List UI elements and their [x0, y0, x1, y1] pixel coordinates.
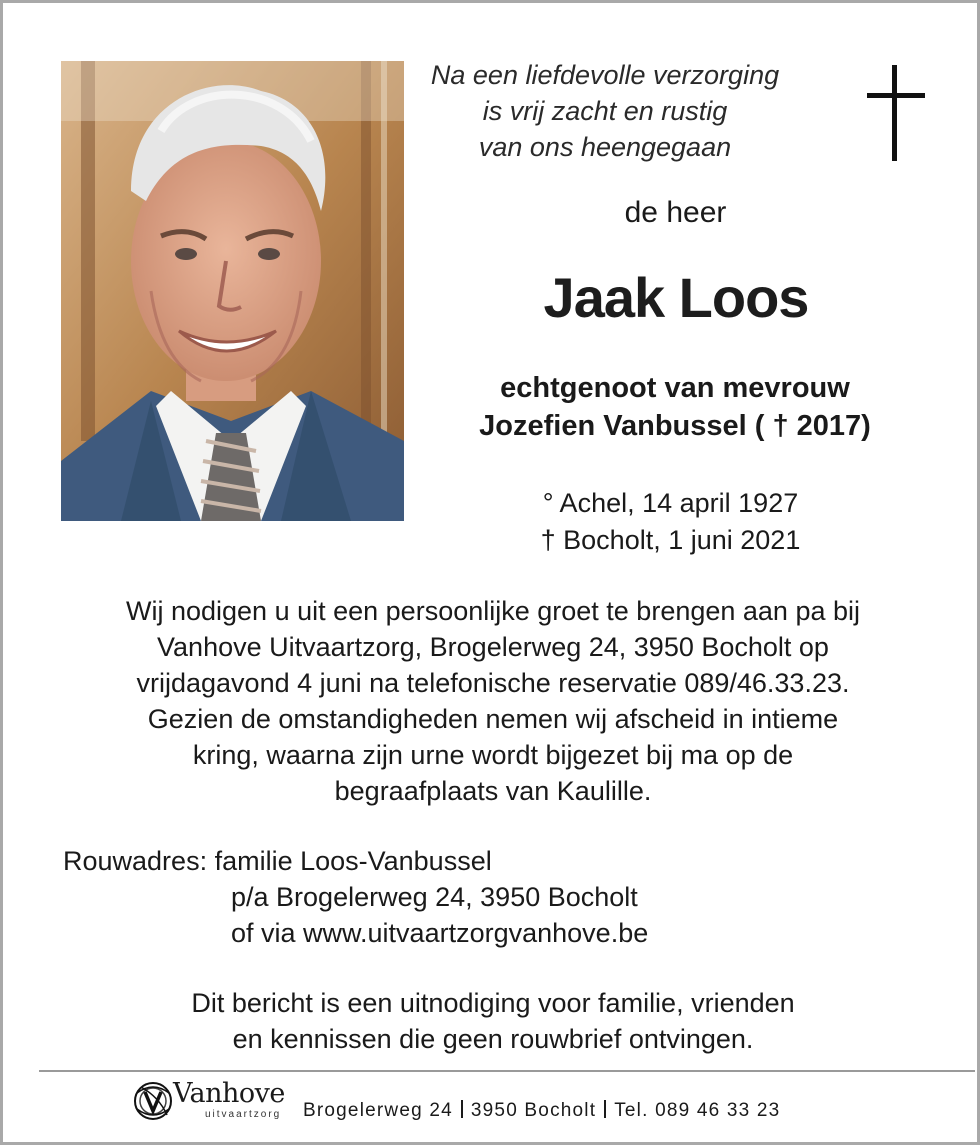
invitation-line: begraafplaats van Kaulille. — [334, 776, 652, 806]
invitation-line: vrijdagavond 4 juni na telefonische reservatie 089/46.33.23. — [136, 668, 850, 698]
separator — [604, 1100, 606, 1118]
invitation-line: Vanhove Uitvaartzorg, Brogelerweg 24, 3950 Bocholt op — [157, 632, 829, 662]
logo-name: Vanhove — [173, 1078, 285, 1109]
logo-subtitle: uitvaartzorg — [205, 1109, 282, 1120]
intro-text — [421, 57, 789, 165]
footer-divider — [39, 1070, 975, 1072]
invitation-line: kring, waarna zijn urne wordt bijgezet bij ma op de — [192, 740, 794, 770]
spouse-info — [421, 369, 929, 445]
death-date: † Bocholt, 1 juni 2021 — [540, 525, 801, 555]
footer-phone: Tel. 089 46 33 23 — [614, 1100, 781, 1121]
footer-contact — [303, 1099, 780, 1123]
address-website: of via www.uitvaartzorgvanhove.be — [231, 918, 649, 948]
invitation-line: Gezien de omstandigheden nemen wij afscheid in intieme — [147, 704, 839, 734]
life-dates — [503, 485, 838, 559]
spouse-line: Jozefien Vanbussel ( † 2017) — [479, 410, 871, 442]
intro-line: Na een liefdevolle verzorging — [430, 60, 780, 90]
mourning-address — [63, 843, 763, 951]
invitation-text — [43, 593, 943, 809]
vanhove-logo-icon — [131, 1079, 175, 1123]
vanhove-logo — [131, 1077, 291, 1127]
spouse-line: echtgenoot van mevrouw — [500, 372, 850, 404]
separator — [461, 1100, 463, 1118]
notice-line: en kennissen die geen rouwbrief ontvingen. — [232, 1024, 754, 1054]
address-line: Rouwadres: familie Loos-Vanbussel — [63, 846, 492, 876]
footer-street: Brogelerweg 24 — [303, 1100, 453, 1121]
birth-date: ° Achel, 14 april 1927 — [542, 488, 799, 518]
deceased-name: Jaak Loos — [543, 266, 809, 329]
address-line: p/a Brogelerweg 24, 3950 Bocholt — [231, 882, 638, 912]
notice-line: Dit bericht is een uitnodiging voor familie, vrienden — [191, 988, 795, 1018]
footer-city: 3950 Bocholt — [470, 1100, 597, 1121]
notice-text — [43, 985, 943, 1057]
invitation-line: Wij nodigen u uit een persoonlijke groet te brengen aan pa bij — [126, 596, 860, 626]
honorific: de heer — [624, 196, 727, 229]
portrait-photo — [61, 61, 404, 521]
intro-line: is vrij zacht en rustig — [482, 96, 728, 126]
intro-line: van ons heengegaan — [478, 132, 732, 162]
cross-icon — [867, 65, 925, 161]
